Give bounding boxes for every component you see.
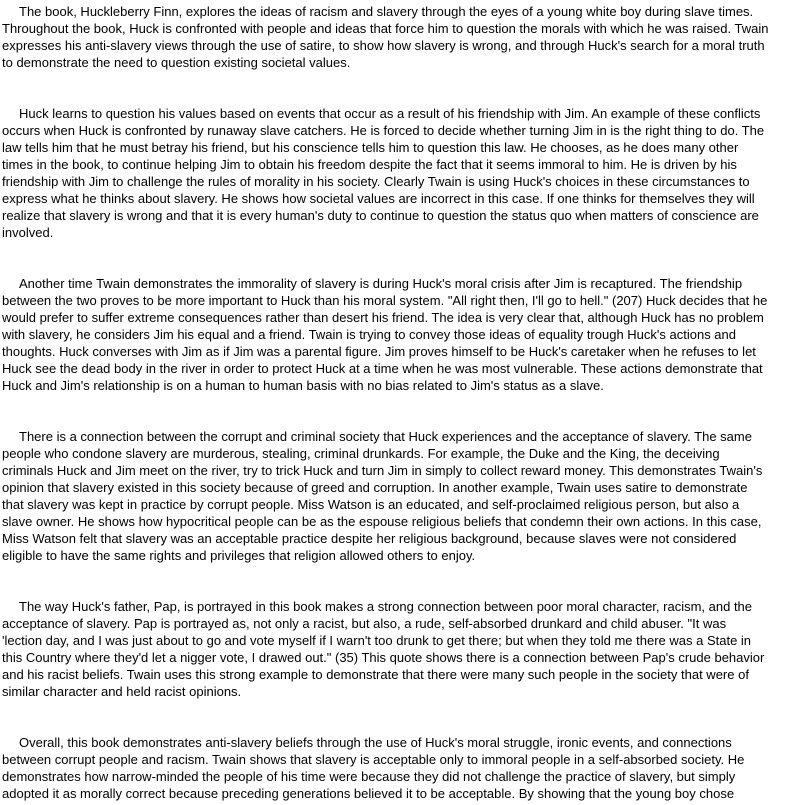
text-line: similar character and held racist opinions. [2, 684, 242, 699]
text-line: Huck learns to question his values based on events that occur as a result of his friendship with Jim. An example of these conflicts [19, 106, 761, 121]
text-line: expresses his anti-slavery views through the use of satire, to show how slavery is wrong, and through Huck's search for a moral truth [2, 38, 765, 53]
text-line: that slavery was kept in practice by corrupt people. Miss Watson is an educated, and self-proclaimed religious person, but also a [2, 497, 740, 512]
text-line: occurs when Huck is confronted by runaway slave catchers. He is forced to decide whether turning Jim in is the right thing to do. The [2, 123, 765, 138]
text-line: express what he thinks about slavery. He shows how societal values are incorrect in this case. If one thinks for themselves they will [2, 191, 755, 206]
text-line: with slavery, he considers Jim his equal and a friend. Twain is trying to convey those ideas of equality trough Huck's actions and [2, 327, 736, 342]
text-line: to demonstrate the need to question existing societal values. [2, 55, 351, 70]
paragraph-1 [2, 3, 797, 71]
text-line: Miss Watson felt that slavery was an acceptable practice despite her religious background, because slaves were not considered [2, 531, 737, 546]
text-line: Throughout the book, Huck is confronted with people and ideas that force him to question the morals with which he was raised. Twain [2, 21, 769, 36]
paragraph-5 [2, 598, 797, 700]
text-line: The book, Huckleberry Finn, explores the ideas of racism and slavery through the eyes of a young white boy during slave times. [19, 4, 754, 19]
text-line: and his racist beliefs. Twain uses this strong example to demonstrate that there were many such people in the society that were of [2, 667, 749, 682]
text-line: The way Huck's father, Pap, is portrayed in this book makes a strong connection between poor moral character, racism, and the [19, 599, 753, 614]
text-line: thoughts. Huck converses with Jim as if Jim was a parental figure. Jim proves himself to be Huck's caretaker when he refuses to let [2, 344, 756, 359]
text-line: would prefer to suffer extreme consequences rather than desert his friend. The idea is very clear that, although Huck has no problem [2, 310, 764, 325]
text-line: Huck see the dead body in the river in order to protect Huck at a time when he was most vulnerable. These actions demonstrate that [2, 361, 763, 376]
text-line: demonstrates how narrow-minded the people of his time were because they did not challenge the practice of slavery, but simply [2, 769, 736, 784]
text-line: between corrupt people and racism. Twain shows that slavery is acceptable only to immoral people in a self-absorbed society. He [2, 752, 745, 767]
text-line: opinion that slavery existed in this society because of greed and corruption. In another example, Twain uses satire to demonstrate [2, 480, 748, 495]
text-line: this Country where they'd let a nigger vote, I drawed out." (35) This quote shows there is a connection between Pap's crude behavior [2, 650, 765, 665]
text-line: adopted it as morally correct because preceding generations believed it to be acceptable. By showing that the young boy chose [2, 786, 735, 801]
text-line: Huck and Jim's relationship is on a human to human basis with no bias related to Jim's status as a slave. [2, 378, 604, 393]
text-line: people who condone slavery are murderous, stealing, criminal drunkards. For example, the Duke and the King, the deceiving [2, 446, 720, 461]
text-line: law tells him that he must betray his friend, but his conscience tells him to question this law. He chooses, as he does many other [2, 140, 739, 155]
text-line: between the two proves to be more important to Huck than his moral system. "All right then, I'll go to hell." (207) Huck decides that he [2, 293, 768, 308]
text-line: Overall, this book demonstrates anti-slavery beliefs through the use of Huck's moral struggle, ironic events, and connections [19, 735, 732, 750]
text-line: realize that slavery is wrong and that it is every human's duty to continue to question the status quo when matters of conscience are [2, 208, 759, 223]
paragraph-3 [2, 275, 797, 394]
paragraph-6 [2, 734, 797, 802]
text-line: Another time Twain demonstrates the immorality of slavery is during Huck's moral crisis after Jim is recaptured. The friendship [19, 276, 743, 291]
paragraph-2 [2, 105, 797, 241]
paragraph-4 [2, 428, 797, 564]
text-line: slave owner. He shows how hypocritical people can be as the espouse religious beliefs that condemn their own actions. In this case, [2, 514, 762, 529]
text-line: friendship with Jim to challenge the rules of morality in his society. Clearly Twain is using Huck's choices in these circumstances to [2, 174, 750, 189]
text-line: criminals Huck and Jim meet on the river, try to trick Huck and turn Jim in simply to collect reward money. This demonstrates Twain's [2, 463, 763, 478]
text-line: There is a connection between the corrupt and criminal society that Huck experiences and the acceptance of slavery. The same [19, 429, 752, 444]
text-line: times in the book, to continue helping Jim to obtain his freedom despite the fact that it seems immoral to him. He is driven by his [2, 157, 737, 172]
text-line: involved. [2, 225, 54, 240]
text-line: 'lection day, and I was just about to go and vote myself if I warn't too drunk to get there; but when they told me there was a State in [2, 633, 752, 648]
text-line: eligible to have the same rights and privileges that religion allowed others to enjoy. [2, 548, 476, 563]
text-line: acceptance of slavery. Pap is portrayed as, not only a racist, but also, a rude, self-absorbed drunkard and child abuser. "It was [2, 616, 727, 631]
